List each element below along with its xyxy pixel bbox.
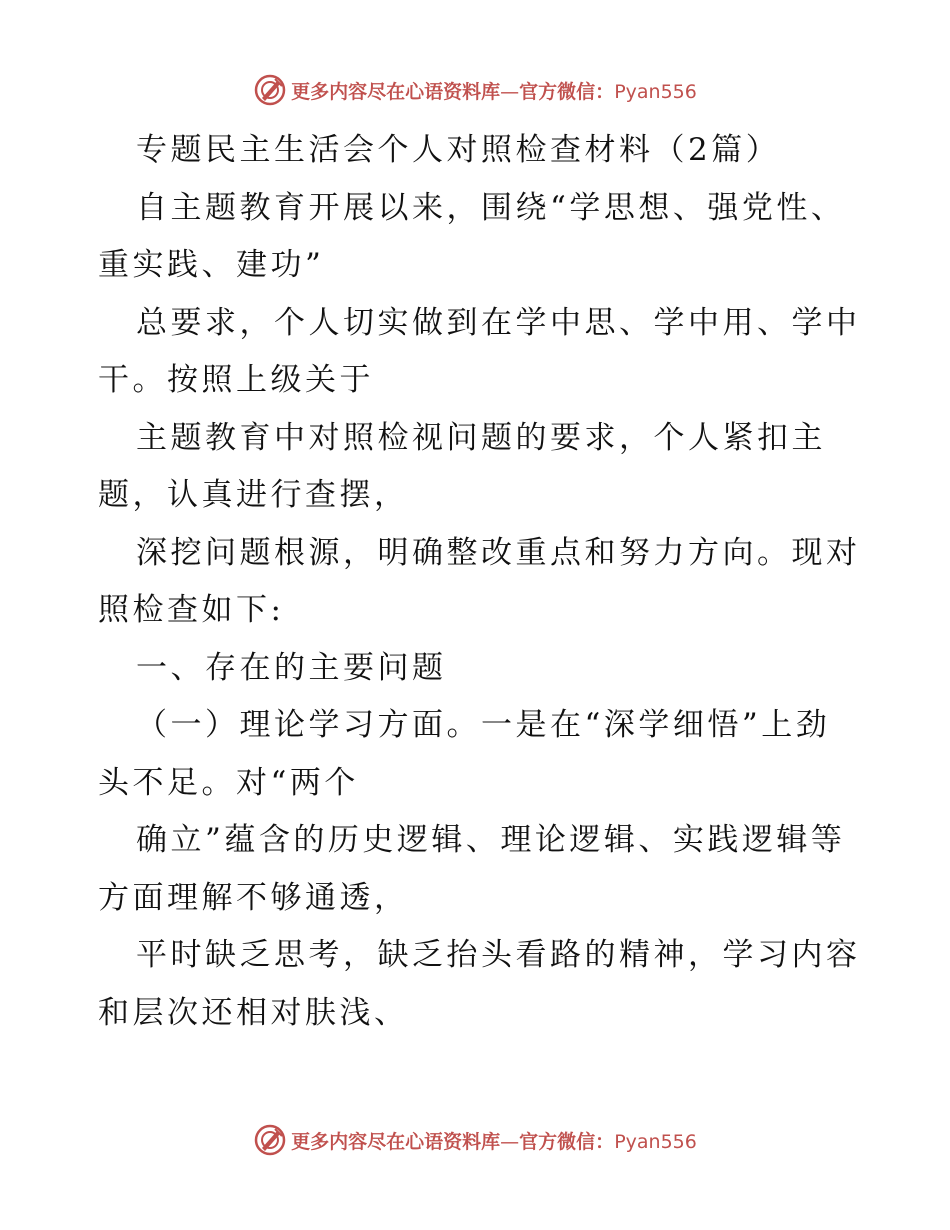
paragraph-line: 总要求，个人切实做到在学中思、学中用、学中	[136, 304, 861, 341]
doc-title: 专题民主生活会个人对照检查材料（2篇）	[136, 132, 781, 168]
paragraph-line: 主题教育中对照检视问题的要求，个人紧扣主	[136, 419, 826, 456]
paragraph-line: 头不足。对“两个	[98, 764, 359, 801]
paragraph-line: 确立”蕴含的历史逻辑、理论逻辑、实践逻辑等	[136, 822, 846, 858]
stamp-logo-icon	[253, 73, 287, 107]
watermark-wechat-id: Pyan556	[614, 1130, 697, 1153]
header-watermark	[0, 70, 950, 110]
paragraph-line: 自主题教育开展以来，围绕“学思想、强党性、	[136, 189, 846, 226]
watermark-site-text: 更多内容尽在心语资料库	[291, 80, 501, 103]
watermark-separator: —	[500, 1130, 520, 1153]
paragraph-line: 重实践、建功”	[98, 247, 325, 283]
document-body	[98, 122, 861, 1042]
watermark-text	[291, 77, 697, 104]
stamp-logo-icon	[253, 1123, 287, 1157]
watermark-site-text: 更多内容尽在心语资料库	[291, 1130, 501, 1153]
paragraph-line: 方面理解不够通透，	[98, 879, 409, 916]
watermark-text	[291, 1127, 697, 1154]
paragraph-line: （一）理论学习方面。一是在“深学细悟”上劲	[136, 707, 831, 743]
paragraph-line: 照检查如下:	[98, 592, 285, 628]
footer-watermark	[0, 1120, 950, 1160]
section-heading: 一、存在的主要问题	[136, 649, 447, 686]
watermark-wechat-label: 官方微信：	[519, 1130, 615, 1153]
paragraph-line: 干。按照上级关于	[98, 362, 374, 398]
paragraph-line: 深挖问题根源，明确整改重点和努力方向。现对	[136, 534, 861, 571]
watermark-separator: —	[500, 80, 520, 103]
paragraph-line: 平时缺乏思考，缺乏抬头看路的精神，学习内容	[136, 937, 861, 973]
watermark-wechat-id: Pyan556	[614, 80, 697, 103]
paragraph-line: 和层次还相对肤浅、	[98, 994, 409, 1031]
watermark-wechat-label: 官方微信：	[519, 80, 615, 103]
paragraph-line: 题，认真进行查摆，	[98, 477, 409, 513]
